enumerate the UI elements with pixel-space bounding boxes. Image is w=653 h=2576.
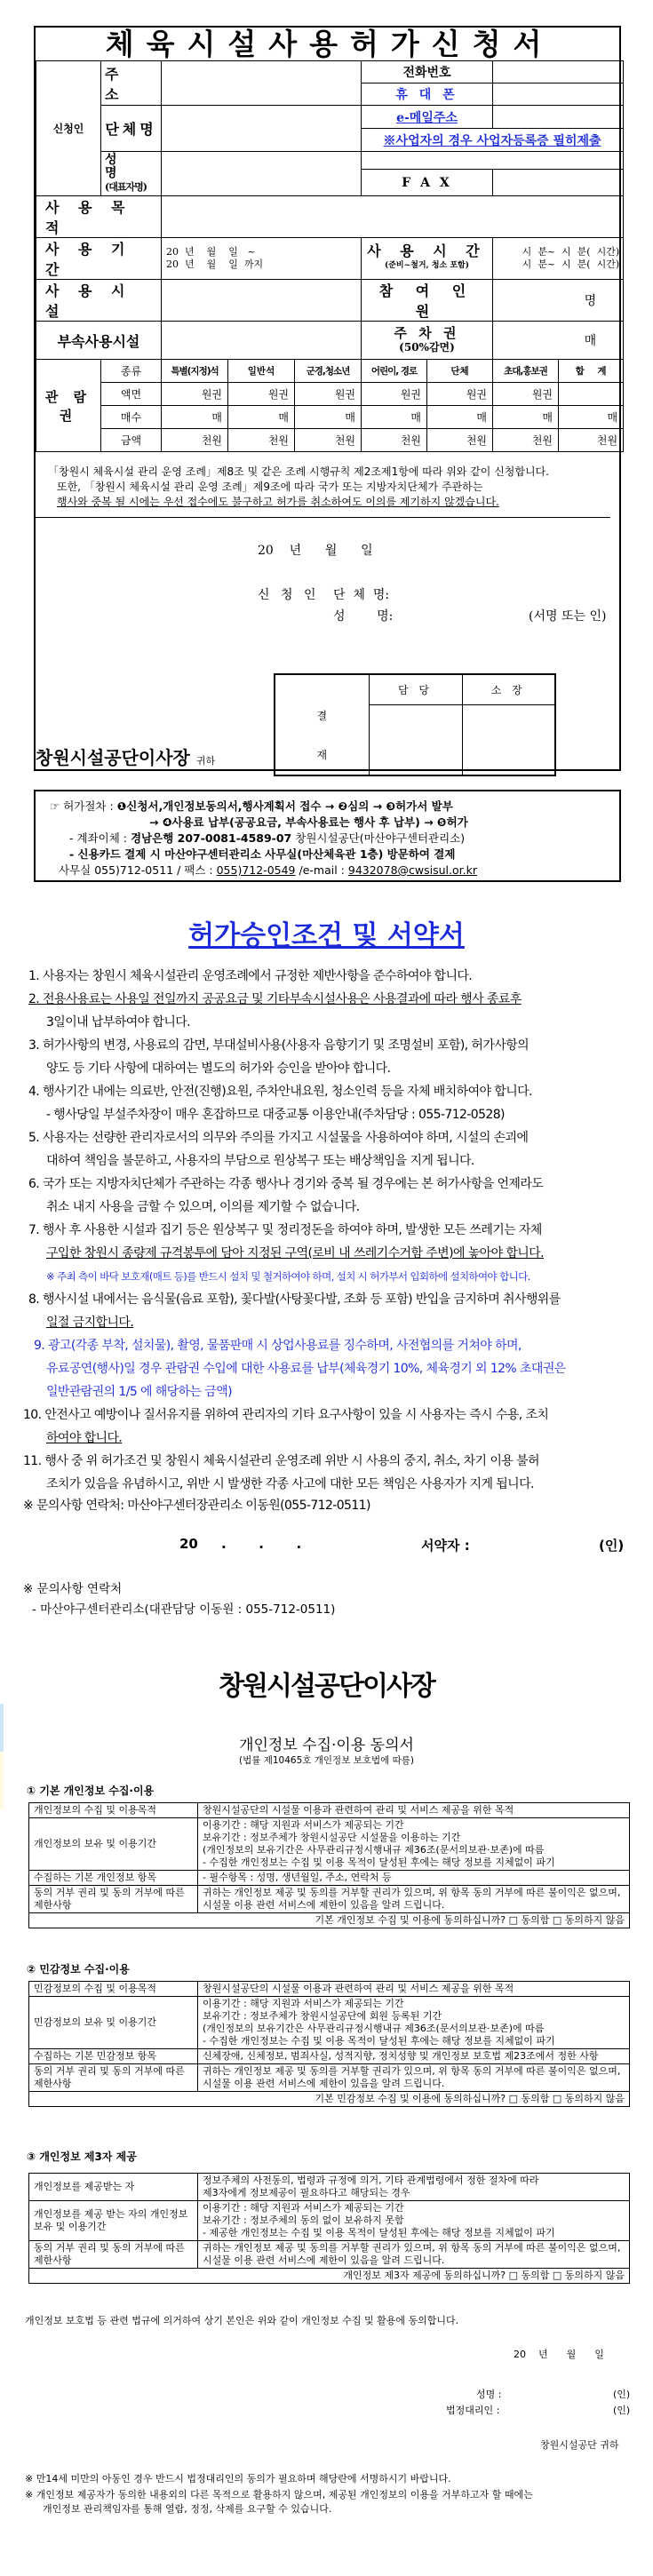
condition-item: - 행사당일 부설주차장이 매우 혼잡하므로 대중교통 이용안내(주차담당 : 055-712-0528) <box>46 1108 505 1122</box>
conditions-list <box>23 965 641 1515</box>
consent-name-seal: (인) <box>613 2389 631 2400</box>
parking-sub-label: (50%감면) <box>399 341 455 354</box>
procedure-line-1: ☞ 허가절차 : ❶신청서,개인정보동의서,행사계획서 접수 → ❷심의 → ❸허가서 발부 <box>50 799 453 813</box>
declaration-text-2b: 행사와 중복 될 시에는 우선 접수에도 불구하고 허가를 취소하여도 이의를 제기하지 않겠습니다. <box>57 496 499 508</box>
sign-org-label[interactable]: 단 체 명: <box>333 588 390 602</box>
ticket-row-count: 매수 매 매 매 매 매 매 매 <box>36 406 624 429</box>
email-link[interactable]: 9432078@cwsisul.or.kr <box>347 863 477 877</box>
condition-item: 10. 안전사고 예방이나 질서유지를 위하여 관리자의 기타 요구사항이 있을 시 사용자는 즉시 수용, 조치 <box>23 1408 549 1422</box>
condition-item: 9. 광고(각종 부착, 설치물), 촬영, 물품판매 시 상업사용료를 징수하며, 사전협의를 거쳐야 하며, <box>34 1339 522 1353</box>
name-sub-label: (대표자명) <box>105 181 147 193</box>
mobile-label: 휴 대 폰 <box>362 83 493 106</box>
approval-sign-chief[interactable] <box>462 704 555 775</box>
name-label-cell <box>101 152 162 196</box>
parking-label: 주 차 권 <box>394 325 460 341</box>
procedure-line-2: → ❹사용료 납부(공공요금, 부속사용료는 행사 후 납부) → ❺허가 <box>149 815 468 829</box>
consent-question-basic[interactable]: 기본 개인정보 수집 및 이용에 동의하십니까? □ 동의함 □ 동의하지 않음 <box>29 1913 630 1928</box>
section-title-basic: ① 기본 개인정보 수집·이용 <box>27 1785 155 1797</box>
procedure-line-3: - 계좌이체 : 경남은행 207-0081-4589-07 창원시설공단(마산야구센터관리소) <box>69 831 466 845</box>
consent-table-sensitive: 민감정보의 수집 및 이용목적 창원시설공단의 시설물 이용과 관련하여 관리 및 서비스 제공을 위한 목적 민감정보의 보유 및 이용기간 이용기간 : 해당 지원과 서비스가 제공되는 기간 보유기간 : 정보주체가 창원시설공단에 회원 등록된 기간 (개인정보의 보유기간은 사무관리규정시행내규 제36조(문서의보관·보존)에 따름 - 수집한 개인정보는 수집 및 이용 목적이 달성된 후에는 해당 정보를 지체없이 파기 수집하는 기본 민감정보 항목 신체장애, 신체정보, 범죄사실, 성적지향, 정치성향 및 개인정보 보호법 제23조에서 정한 사항 동의 거부 권리 및 동의 거부에 따른 제한사항 귀하는 개인정보 제공 및 동의를 거부할 권리가 있으며, 위 항목 동의 거부에 따른 불이익은 없으며, 시설물 이용 관련 서비스에 제한이 있음을 알려 드립니다. 기본 민감정보 수집 및 이용에 동의하십니까? □ 동의함 □ 동의하지 않음 <box>28 1981 630 2107</box>
participants-label: 참 여 인 원 <box>362 280 493 322</box>
approval-sign-staff[interactable] <box>369 704 462 775</box>
declaration <box>36 452 610 518</box>
condition-item: 7. 행사 후 사용한 시설과 집기 등은 원상복구 및 정리정돈을 하여야 하며, 발생한 모든 쓰레기는 자체 <box>28 1223 542 1237</box>
guardian-label[interactable]: 법정대리인 : <box>446 2405 500 2416</box>
name-label: 성 명 <box>105 153 133 180</box>
purpose-field[interactable] <box>162 196 624 238</box>
email-field[interactable] <box>493 106 624 129</box>
pledge-seal: (인) <box>599 1538 625 1554</box>
condition-item: 대하여 책임을 불문하고, 사용자의 부담으로 원상복구 또는 배상책임을 지게 됩니다. <box>46 1154 474 1168</box>
consent-table-basic: 개인정보의 수집 및 이용목적 창원시설공단의 시설물 이용과 관련하여 관리 및 서비스 제공을 위한 목적 개인정보의 보유 및 이용기간 이용기간 : 해당 지원과 서비스가 제공되는 기간 보유기간 : 정보주체가 창원시설공단 시설물을 이용하는 기간 (개인정보의 보유기간은 사무관리규정시행내규 제36조(문서의보관·보존)에 따름 - 수집한 개인정보는 수집 및 이용 목적이 달성된 후에는 해당 정보를 지체없이 파기 수집하는 기본 개인정보 항목 - 필수항목 : 성명, 생년월일, 주소, 연락처 등 동의 거부 권리 및 동의 거부에 따른 제한사항 귀하는 개인정보 제공 및 동의를 거부할 권리가 있으며, 위 항목 동의 거부에 따른 불이익은 없으며, 시설물 이용 관련 서비스에 제한이 있음을 알려 드립니다. 기본 개인정보 수집 및 이용에 동의하십니까? □ 동의함 □ 동의하지 않음 <box>28 1802 630 1928</box>
consent-title: 개인정보 수집·이용 동의서 <box>239 1737 414 1754</box>
condition-item: 구입한 창원시 종량제 규격봉투에 담아 지정된 구역(로비 내 쓰레기수거함 주변)에 놓아야 합니다. <box>46 1246 544 1260</box>
contact-line: - 마산야구센터관리소(대관담당 이동원 : 055-712-0511) <box>32 1602 336 1617</box>
procedure-box <box>34 790 621 882</box>
approval-header-chief: 소 장 <box>462 674 555 704</box>
condition-item: 3일이내 납부하여야 합니다. <box>46 1015 191 1030</box>
section-title-third-party: ③ 개인정보 제3자 제공 <box>27 2151 137 2163</box>
conditions-title: 허가승인조건 및 서약서 <box>188 920 465 951</box>
form-title: 체육시설사용허가신청서 <box>36 28 624 61</box>
condition-item: 6. 국가 또는 지방자치단체가 주관하는 각종 행사나 경기와 중복 될 경우에는 본 허가사항을 언제라도 <box>28 1177 544 1191</box>
note-usage-1: ※ 개인정보 제공자가 동의한 내용외의 다른 목적으로 활용하지 않으며, 제공된 개인정보의 이용을 거부하고자 할 때에는 <box>25 2489 533 2500</box>
participants-field[interactable]: 명 <box>493 280 624 322</box>
approval-box <box>274 673 556 776</box>
sign-applicant-label: 신 청 인 <box>258 588 320 602</box>
org-label: 단체명 <box>101 106 162 152</box>
consent-org-title: 창원시설공단이사장 <box>219 1671 434 1702</box>
condition-item: 1. 사용자는 창원시 체육시설관리 운영조례에서 규정한 제반사항을 준수하여야 합니다. <box>28 969 473 983</box>
consent-subtitle: (법률 제10465호 개인정보 보호법에 따름) <box>239 1755 414 1766</box>
condition-item: 양도 등 기타 사항에 대하여는 별도의 허가와 승인을 받아야 합니다. <box>46 1061 391 1076</box>
condition-item: 2. 전용사용료는 사용일 전일까지 공공요금 및 기타부속시설사용은 사용결과에 따라 행사 종료후 <box>28 992 522 1006</box>
addressee: 창원시설공단이사장 귀하 <box>36 747 216 768</box>
condition-item: 4. 행사기간 내에는 의료반, 안전(진행)요원, 주차안내요원, 청소인력 등을 자체 배치하여야 합니다. <box>28 1085 532 1099</box>
section-title-sensitive: ② 민감정보 수집·이용 <box>27 1963 130 1976</box>
condition-item: 유료공연(행사)일 경우 관람권 수입에 대한 사용료를 납부(체육경기 10%, 체육경기 외 12% 초대권은 <box>46 1362 566 1376</box>
guardian-seal: (인) <box>613 2405 631 2416</box>
time-label-cell <box>362 238 493 280</box>
signature-area <box>36 518 619 769</box>
procedure-line-4: - 신용카드 결제 시 마산야구센터관리소 사무실(마산체육관 1층) 방문하여 결제 <box>69 847 456 861</box>
condition-item: 3. 허가사항의 변경, 사용료의 감면, 부대설비사용(사용자 음향기기 및 조명설비 포함), 허가사항의 <box>28 1038 530 1053</box>
purpose-label: 사 용 목 적 <box>36 196 162 238</box>
time-sub-label: (준비~철거, 청소 포함) <box>384 261 469 270</box>
sign-mark: (서명 또는 인) <box>529 609 607 624</box>
application-table <box>36 28 624 452</box>
address-field[interactable] <box>162 61 362 106</box>
condition-item: 5. 사용자는 선량한 관리자로서의 의무와 주의를 가지고 시설물을 사용하여야 하며, 시설의 손괴에 <box>28 1131 529 1145</box>
ticket-row-face: 액면 원권 원권 원권 원권 원권 원권 <box>36 383 624 406</box>
parking-label-cell <box>362 322 493 360</box>
ticket-header: 어린이, 경로 <box>362 360 427 383</box>
contact-title: ※ 문의사항 연락처 <box>23 1582 123 1596</box>
approval-label: 결 재 <box>275 674 369 775</box>
procedure-line-5: 사무실 055)712-0511 / 팩스 : 055)712-0549 /e-mail : 9432078@cwsisul.or.kr <box>59 863 477 877</box>
declaration-text-2a: 또한, 「창원시 체육시설 관리 운영 조례」제9조에 따라 국가 또는 지방자치단체가 주관하는 <box>57 481 483 493</box>
condition-item: 11. 행사 중 위 허가조건 및 창원시 체육시설관리 운영조례 위반 시 사용의 중지, 취소, 차기 이용 불허 <box>23 1454 539 1468</box>
ticket-row-amount: 금액 천원 천원 천원 천원 천원 천원 천원 <box>36 429 624 452</box>
facility-label: 사 용 시 설 <box>36 280 162 322</box>
condition-item: 일절 금지합니다. <box>46 1316 134 1330</box>
fax-field[interactable] <box>493 170 624 196</box>
approval-header-staff: 담 당 <box>369 674 462 704</box>
phone-field[interactable] <box>493 61 624 83</box>
condition-contact: ※ 문의사항 연락처: 마산야구센터장관리소 이동원(055-712-0511) <box>23 1499 370 1513</box>
ticket-header: 종류 <box>101 360 162 383</box>
application-form <box>34 26 621 771</box>
ticket-header: 특별(지정)석 <box>162 360 228 383</box>
applicant-label: 신청인 <box>36 61 101 196</box>
consent-question-sensitive[interactable]: 기본 민감정보 수집 및 이용에 동의하십니까? □ 동의함 □ 동의하지 않음 <box>29 2092 630 2107</box>
parking-field[interactable]: 매 <box>493 322 624 360</box>
consent-name-label[interactable]: 성명 : <box>476 2389 502 2400</box>
email-label: e-메일주소 <box>362 106 493 129</box>
consent-table-third-party: 개인정보를 제공받는 자 정보주체의 사전동의, 법령과 규정에 의거, 기타 관계법령에서 정한 절차에 따라 제3자에게 정보제공이 필요하다고 해당되는 경우 개인정보를 제공 받는 자의 개인정보 보유 및 이용기간 이용기간 : 해당 지원과 서비스가 제공되는 기간 보유기간 : 정보주체의 동의 없이 보유하지 못함 - 제공한 개인정보는 수집 및 이용 목적이 달성된 후에는 해당 정보를 지체없이 파기 동의 거부 권리 및 동의 거부에 따른 제한사항 귀하는 개인정보 제공 및 동의를 거부할 권리가 있으며, 위 항목 동의 거부에 따른 불이익은 없으며, 시설물 이용 관련 서비스에 제한이 있음을 알려 드립니다. 개인정보 제3자 제공에 동의하십니까? □ 동의함 □ 동의하지 않음 <box>28 2173 630 2284</box>
condition-item: 하여야 합니다. <box>46 1431 123 1445</box>
sub-facility-label: 부속사용시설 <box>36 322 162 360</box>
consent-addressee: 창원시설공단 귀하 <box>540 2439 619 2451</box>
condition-item: 조치가 있음을 유념하시고, 위반 시 발생한 각종 사고에 대한 모든 책임은 사용자가 지게 됩니다. <box>46 1477 534 1491</box>
ticket-header: 초대,홍보권 <box>493 360 559 383</box>
period-field[interactable]: 20 년 월 일 ~ 20 년 월 일 까지 <box>162 238 362 280</box>
address-label: 주 소 <box>101 61 162 106</box>
time-label: 사 용 시 간 <box>367 242 487 259</box>
condition-note: ※ 주최 측이 바닥 보호재(매트 등)를 반드시 설치 및 철거하여야 하며, 설치 시 허가부서 입회하에 설치하여야 합니다. <box>46 1270 530 1283</box>
mobile-field[interactable] <box>493 83 624 106</box>
ticket-label: 관 람 권 <box>36 360 101 452</box>
sub-facility-field[interactable] <box>162 322 362 360</box>
consent-question-third-party[interactable]: 개인정보 제3자 제공에 동의하십니까? □ 동의함 □ 동의하지 않음 <box>29 2269 630 2284</box>
facility-field[interactable] <box>162 280 362 322</box>
agree-statement: 개인정보 보호법 등 관련 법규에 의거하여 상기 본인은 위와 같이 개인정보 수집 및 활용에 동의합니다. <box>25 2315 459 2326</box>
note-usage-2: 개인정보 관리책임자를 통해 열람, 정정, 삭제를 요구할 수 있습니다. <box>43 2503 332 2515</box>
ticket-header: 합 계 <box>559 360 624 383</box>
note-minor: ※ 만14세 미만의 아동인 경우 반드시 법정대리인의 동의가 필요하며 해당란에 서명하시기 바랍니다. <box>25 2473 451 2485</box>
phone-label: 전화번호 <box>362 61 493 83</box>
period-label: 사 용 기 간 <box>36 238 162 280</box>
pledge-signer-label[interactable]: 서약자 : <box>421 1538 470 1554</box>
declaration-text-1: 「창원시 체육시설 관리 운영 조례」제8조 및 같은 조례 시행규칙 제2조제1항에 따라 위와 같이 신청합니다. <box>48 465 549 478</box>
name-field[interactable] <box>162 152 362 196</box>
ticket-header: 단체 <box>427 360 493 383</box>
consent-date[interactable]: 20 년 월 일 <box>514 2349 604 2360</box>
pledge-date[interactable]: 20 . . . <box>179 1536 302 1552</box>
sign-name-label[interactable]: 성 명: <box>333 609 394 624</box>
pointing-hand-icon: ☞ <box>50 799 60 813</box>
time-field[interactable]: 시 분~ 시 분( 시간) 시 분~ 시 분( 시간) <box>493 238 624 280</box>
business-note: ※사업자의 경우 사업자등록증 필히제출 <box>362 129 624 152</box>
condition-item: 일반관람권의 1/5 에 해당하는 금액) <box>46 1385 233 1399</box>
application-date[interactable]: 20 년 월 일 <box>258 544 373 558</box>
org-field[interactable] <box>162 106 362 152</box>
fax-number: 055)712-0549 <box>216 863 296 877</box>
ticket-header: 군경,청소년 <box>295 360 362 383</box>
condition-item: 8. 행사시설 내에서는 음식물(음료 포함), 꽃다발(사탕꽃다발, 조화 등 포함) 반입을 금지하며 취사행위를 <box>28 1292 561 1307</box>
fax-label: F A X <box>362 170 493 196</box>
ticket-header: 일반석 <box>228 360 295 383</box>
condition-item: 취소 내지 사용을 금할 수 있으며, 이의를 제기할 수 없습니다. <box>46 1200 360 1214</box>
